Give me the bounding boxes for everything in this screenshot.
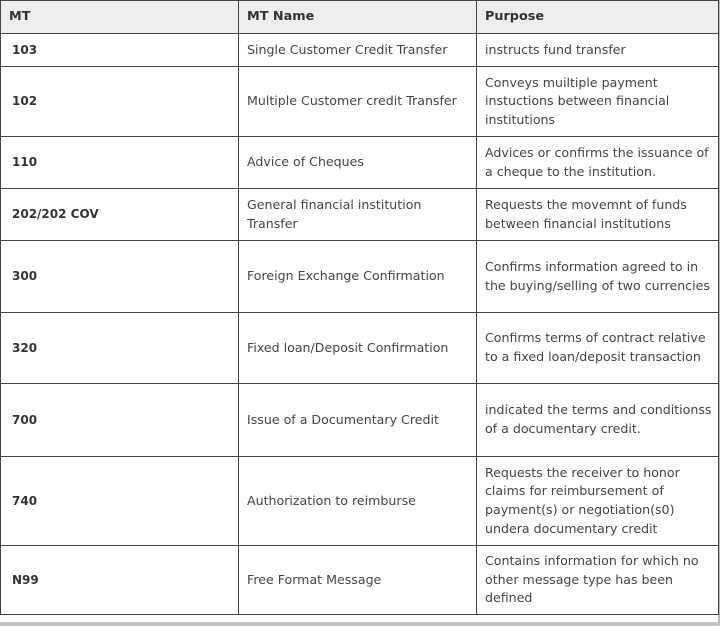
table-row: [1, 189, 719, 241]
mt-code: 300: [1, 241, 239, 313]
mt-name: Single Customer Credit Transfer: [239, 34, 477, 67]
mt-purpose: Conveys muiltiple payment instuctions between financial institutions: [477, 67, 719, 137]
table-row: [1, 546, 719, 615]
table-row: [1, 313, 719, 384]
table-row: [1, 137, 719, 189]
mt-code: 740: [1, 457, 239, 546]
mt-purpose: Confirms information agreed to in the buying/selling of two currencies: [477, 241, 719, 313]
mt-code: 202/202 COV: [1, 189, 239, 241]
mt-code: 320: [1, 313, 239, 384]
table-row: [1, 241, 719, 313]
mt-code: 103: [1, 34, 239, 67]
mt-name: Advice of Cheques: [239, 137, 477, 189]
mt-purpose: Requests the movemnt of funds between financial institutions: [477, 189, 719, 241]
mt-name: Free Format Message: [239, 546, 477, 615]
header-mt-name: MT Name: [239, 1, 477, 34]
table-header-row: [1, 1, 719, 34]
mt-name: Fixed loan/Deposit Confirmation: [239, 313, 477, 384]
mt-name: General financial institution Transfer: [239, 189, 477, 241]
mt-code: 102: [1, 67, 239, 137]
mt-purpose: Confirms terms of contract relative to a fixed loan/deposit transaction: [477, 313, 719, 384]
mt-code: N99: [1, 546, 239, 615]
table-row: [1, 457, 719, 546]
table-row: [1, 67, 719, 137]
mt-name: Issue of a Documentary Credit: [239, 384, 477, 457]
mt-purpose: Advices or confirms the issuance of a cheque to the institution.: [477, 137, 719, 189]
mt-code: 110: [1, 137, 239, 189]
header-purpose: Purpose: [477, 1, 719, 34]
mt-purpose: instructs fund transfer: [477, 34, 719, 67]
mt-name: Authorization to reimburse: [239, 457, 477, 546]
table-row: [1, 34, 719, 67]
mt-name: Foreign Exchange Confirmation: [239, 241, 477, 313]
mt-code: 700: [1, 384, 239, 457]
header-mt: MT: [1, 1, 239, 34]
mt-name: Multiple Customer credit Transfer: [239, 67, 477, 137]
table-row: [1, 384, 719, 457]
mt-purpose: Contains information for which no other message type has been defined: [477, 546, 719, 615]
mt-purpose: Requests the receiver to honor claims for reimbursement of payment(s) or negotiation(s0) undera documentary credit: [477, 457, 719, 546]
mt-purpose: indicated the terms and conditionss of a documentary credit.: [477, 384, 719, 457]
